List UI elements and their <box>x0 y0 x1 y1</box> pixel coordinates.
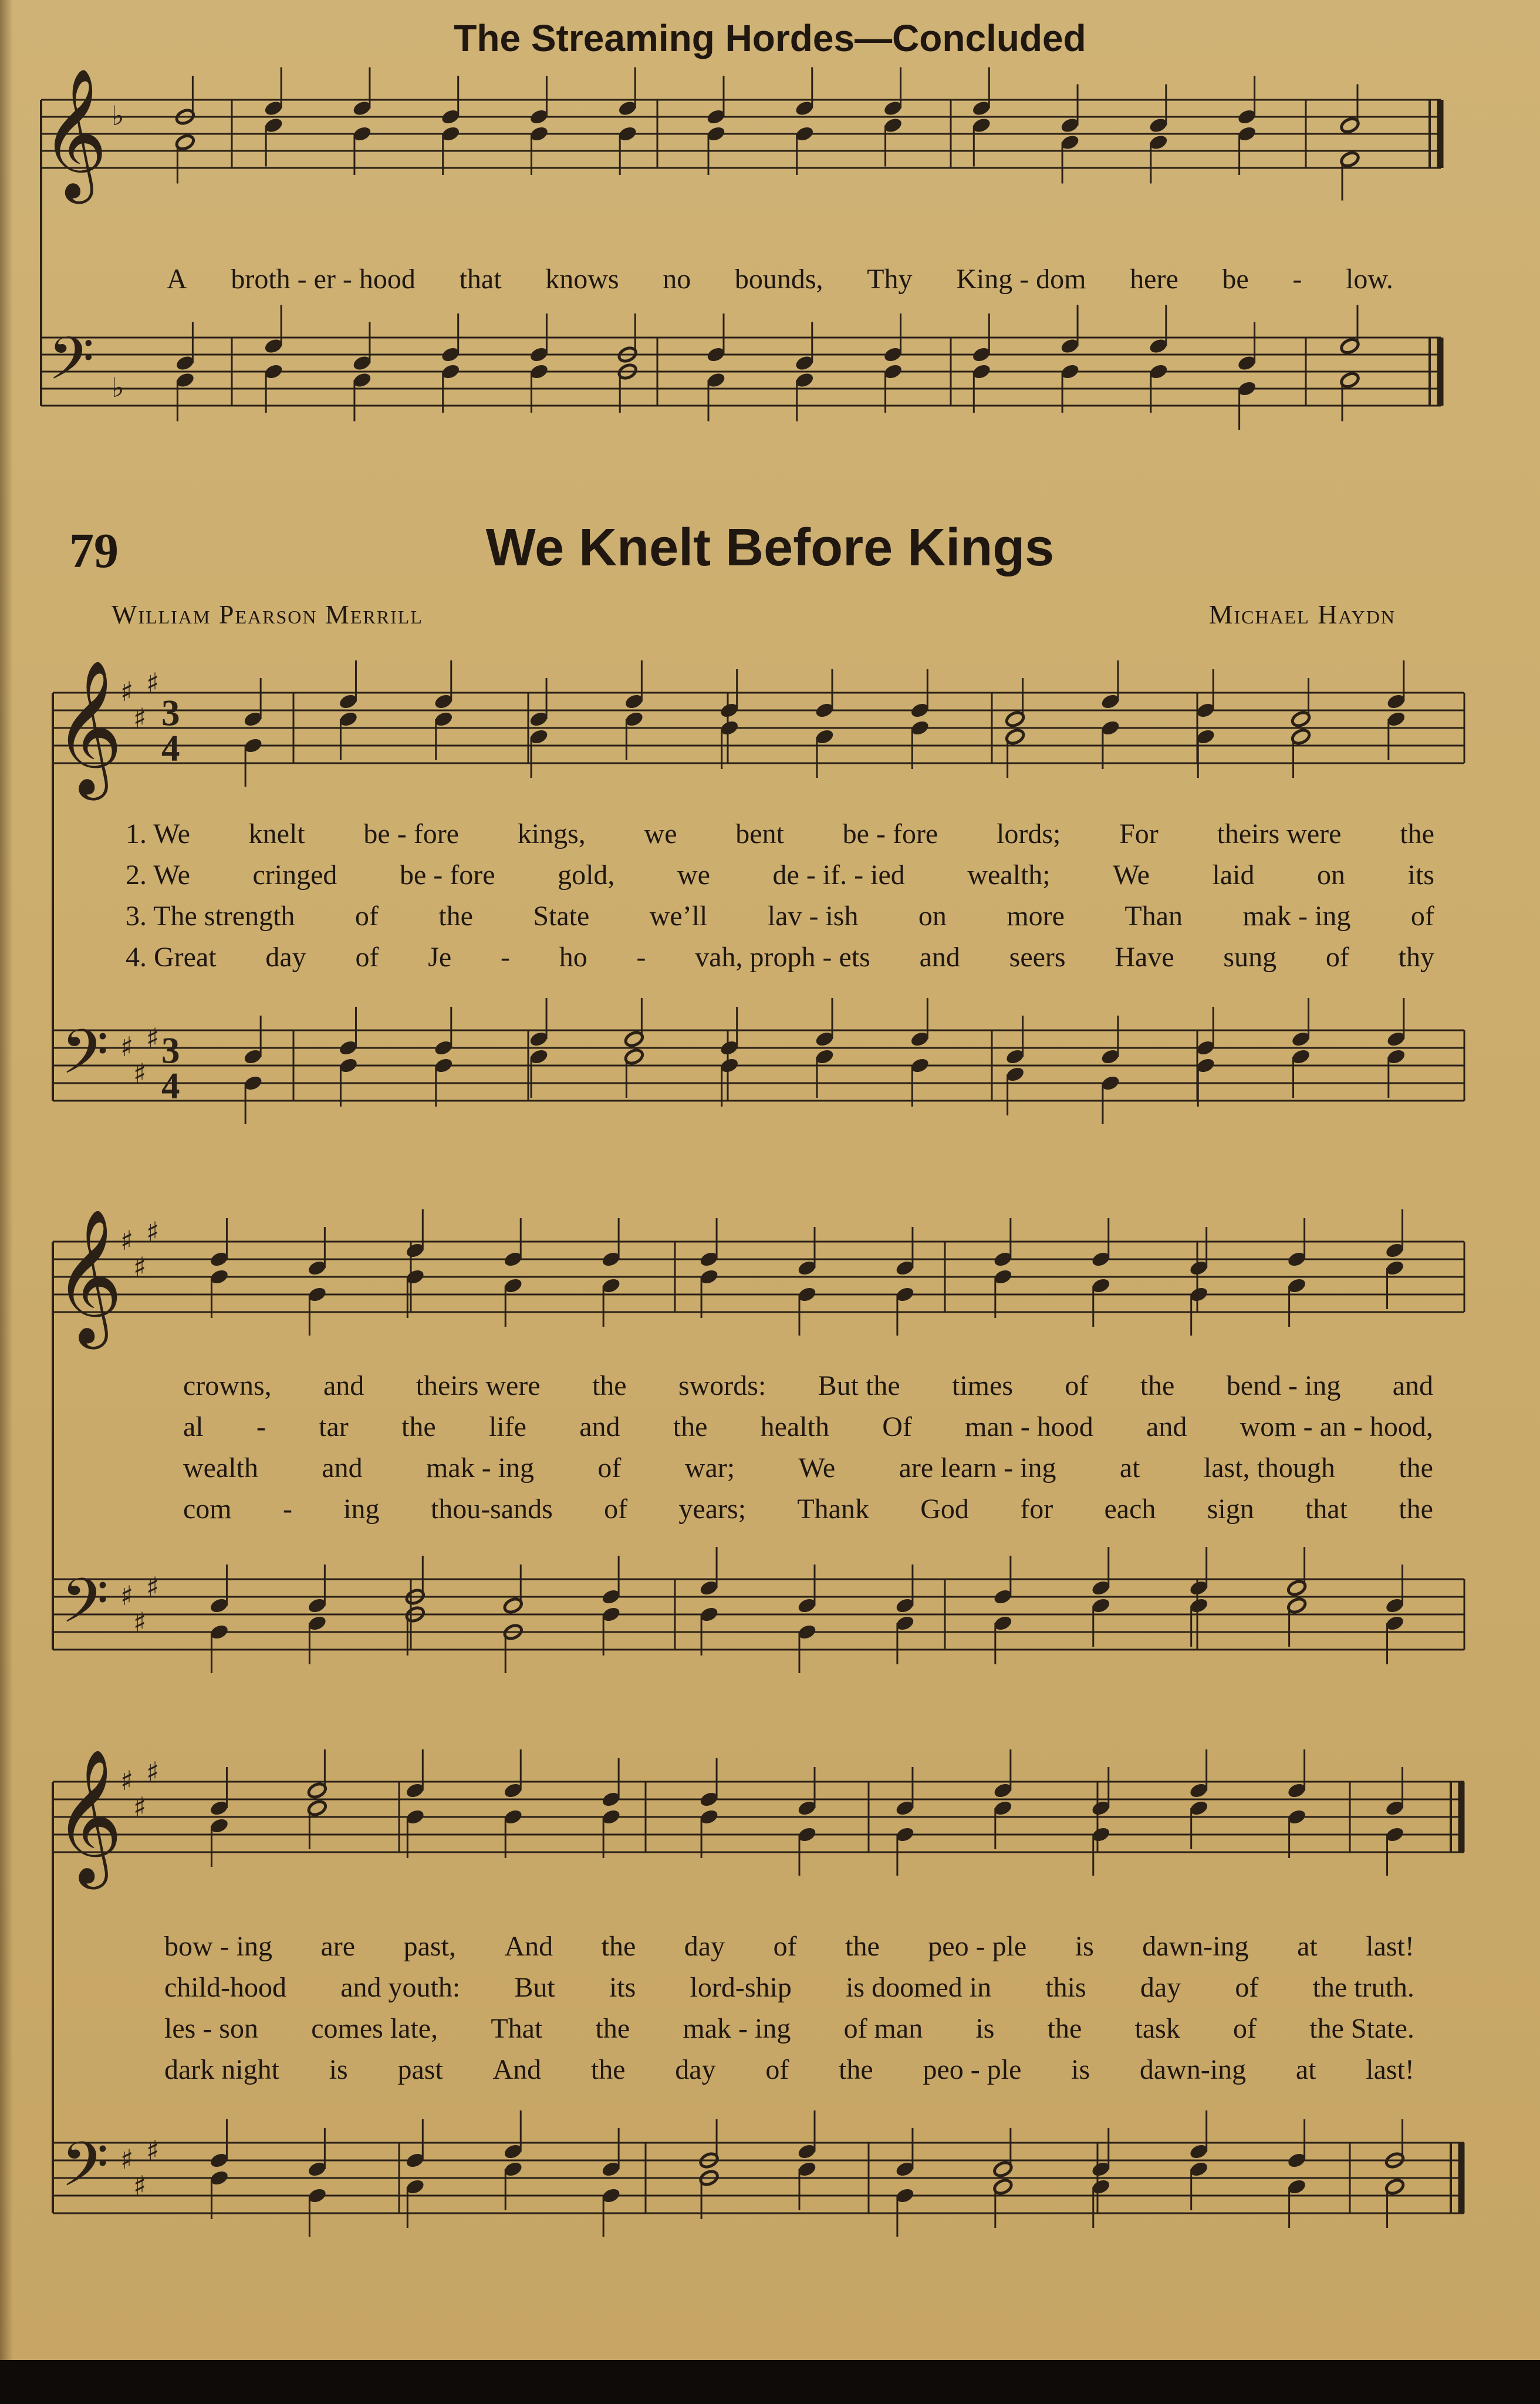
verse-2-line <box>164 1974 1414 2002</box>
bass-clef-icon: 𝄢 <box>61 1565 109 1651</box>
verse-2-line <box>126 861 1434 889</box>
sharp-icon: ♯ <box>146 1022 160 1054</box>
hymn-title: We Knelt Before Kings <box>485 518 1055 577</box>
lyric-syllable: last! <box>1366 2054 1414 2085</box>
lyric-syllable: dawn-ing <box>1142 1931 1249 1962</box>
composer-credit: Michael Haydn <box>1208 599 1396 629</box>
lyric-syllable: life <box>488 1411 526 1442</box>
lyric-syllable: King - dom <box>956 264 1086 295</box>
lyric-syllable: les - son <box>164 2013 258 2044</box>
sharp-icon: ♯ <box>133 1057 147 1089</box>
lyric-syllable: be <box>1222 264 1249 295</box>
lyric-syllable: - <box>282 1493 292 1525</box>
lyric-syllable: is doomed in <box>846 1972 992 2003</box>
verse-1-line <box>126 820 1434 848</box>
lyric-syllable: wom - an - hood, <box>1240 1411 1433 1442</box>
verse-4-line <box>164 2056 1414 2084</box>
lyric-syllable: be - fore <box>363 818 459 849</box>
lyric-syllable: and youth: <box>340 1972 461 2003</box>
lyric-syllable: lords; <box>997 818 1061 849</box>
lyric-syllable: That <box>491 2013 543 2044</box>
lyric-syllable: health <box>760 1411 829 1442</box>
lyric-syllable: al <box>183 1411 204 1442</box>
verse-1-line <box>183 1372 1433 1400</box>
lyric-syllable: bounds, <box>734 264 823 295</box>
verse-3-line <box>183 1454 1433 1482</box>
lyric-syllable: here <box>1130 264 1178 295</box>
verse-4-line <box>126 943 1434 972</box>
lyric-syllable: dark night <box>164 2054 279 2085</box>
lyric-syllable: last, though <box>1203 1452 1335 1483</box>
lyric-syllable: each <box>1104 1493 1156 1525</box>
lyric-syllable: thou-sands <box>430 1493 553 1525</box>
lyric-syllable: the <box>1140 1370 1175 1401</box>
lyric-syllable: the <box>839 2054 873 2085</box>
time-signature: 3 <box>161 692 180 734</box>
lyric-syllable: man - hood <box>965 1411 1093 1442</box>
lyric-syllable: Je <box>428 942 452 973</box>
sharp-icon: ♯ <box>146 1571 160 1603</box>
continuation-lyric-line <box>167 265 1393 294</box>
lyric-syllable: low. <box>1346 264 1393 295</box>
lyric-syllable: de - if. - ied <box>772 859 905 891</box>
lyric-syllable: the <box>401 1411 436 1442</box>
lyric-syllable: war; <box>684 1452 735 1483</box>
sharp-icon: ♯ <box>146 2135 160 2166</box>
flat-icon: ♭ <box>112 100 124 132</box>
verse-3-line <box>126 902 1434 930</box>
lyric-syllable: day <box>1140 1972 1181 2003</box>
lyric-syllable: And <box>492 2054 542 2085</box>
lyric-syllable: is <box>1075 1931 1094 1962</box>
lyric-syllable: peo - ple <box>928 1931 1027 1962</box>
lyric-syllable: child-hood <box>164 1972 286 2003</box>
lyric-syllable: God <box>920 1493 969 1525</box>
lyric-syllable: - <box>500 942 510 973</box>
lyric-syllable: times <box>952 1370 1013 1401</box>
lyric-syllable: Of <box>882 1411 912 1442</box>
lyric-syllable: the truth. <box>1312 1972 1414 2003</box>
lyric-syllable: is <box>975 2013 995 2044</box>
lyric-syllable: ing <box>343 1493 380 1525</box>
lyric-syllable: and <box>579 1411 620 1442</box>
lyric-syllable: the <box>1400 818 1434 849</box>
treble-clef-icon: 𝄞 <box>54 1208 123 1343</box>
lyric-syllable: the <box>595 2013 630 2044</box>
verse-3-line <box>164 2015 1414 2043</box>
lyric-syllable: of <box>765 2054 789 2085</box>
lyric-syllable: the <box>1399 1493 1433 1525</box>
lyric-syllable: the <box>1399 1452 1433 1483</box>
lyric-syllable: bow - ing <box>164 1931 272 1962</box>
lyric-syllable: 1. We <box>126 818 190 849</box>
lyric-syllable: be - fore <box>399 859 495 891</box>
lyric-syllable: knows <box>545 264 619 295</box>
time-signature: 3 <box>161 1030 180 1071</box>
lyric-syllable: we’ll <box>649 901 708 932</box>
lyric-syllable: more <box>1007 901 1065 932</box>
lyric-syllable: We <box>1113 859 1150 891</box>
lyric-syllable: for <box>1020 1493 1053 1525</box>
treble-clef-icon: 𝄞 <box>54 1748 123 1883</box>
lyric-syllable: we <box>644 818 677 849</box>
lyric-syllable: past <box>397 2054 443 2085</box>
lyric-syllable: But <box>514 1972 555 2003</box>
flat-icon: ♭ <box>112 372 124 403</box>
lyric-syllable: mak - ing <box>426 1452 535 1483</box>
lyric-syllable: years; <box>678 1493 747 1525</box>
lyric-syllable: at <box>1119 1452 1140 1483</box>
lyric-syllable: the <box>438 901 473 932</box>
sharp-icon: ♯ <box>146 667 160 699</box>
lyric-syllable: on <box>918 901 947 932</box>
lyric-syllable: 4. Great <box>126 942 217 973</box>
lyric-syllable: theirs were <box>1217 818 1342 849</box>
bass-clef-icon: 𝄢 <box>48 323 94 407</box>
lyric-syllable: knelt <box>248 818 305 849</box>
lyric-syllable: and <box>322 1452 363 1483</box>
sharp-icon: ♯ <box>120 2143 134 2175</box>
lyric-syllable: cringed <box>252 859 337 891</box>
sharp-icon: ♯ <box>120 1580 134 1611</box>
lyric-syllable: Than <box>1124 901 1183 932</box>
lyric-syllable: tar <box>319 1411 349 1442</box>
lyric-syllable: bent <box>735 818 784 849</box>
lyric-syllable: lav - ish <box>767 901 859 932</box>
lyric-syllable: task <box>1134 2013 1180 2044</box>
lyric-syllable: crowns, <box>183 1370 272 1401</box>
lyric-syllable: are learn - ing <box>899 1452 1056 1483</box>
lyric-syllable: thy <box>1398 942 1434 973</box>
sharp-icon: ♯ <box>120 676 134 707</box>
sharp-icon: ♯ <box>133 2170 147 2201</box>
sharp-icon: ♯ <box>146 1756 160 1788</box>
lyric-syllable: of <box>1233 2013 1257 2044</box>
lyric-syllable: 2. We <box>126 859 190 891</box>
lyric-syllable: sign <box>1207 1493 1254 1525</box>
lyric-syllable: swords: <box>678 1370 766 1401</box>
lyric-syllable: that <box>459 264 502 295</box>
lyric-syllable: on <box>1317 859 1346 891</box>
verse-4-line <box>183 1495 1433 1523</box>
lyric-syllable: lord-ship <box>690 1972 792 2003</box>
lyric-syllable: of <box>354 901 379 932</box>
lyric-syllable: Thank <box>797 1493 869 1525</box>
lyric-syllable: the <box>592 1370 627 1401</box>
author-credit: William Pearson Merrill <box>112 599 423 629</box>
lyric-syllable: day <box>684 1931 725 1962</box>
time-signature: 4 <box>161 727 180 769</box>
lyric-syllable: wealth <box>183 1452 258 1483</box>
lyric-syllable: of <box>1065 1370 1089 1401</box>
lyric-syllable: the <box>845 1931 880 1962</box>
sharp-icon: ♯ <box>133 1791 147 1823</box>
lyric-syllable: - <box>636 942 646 973</box>
verse-1-line <box>164 1933 1414 1961</box>
lyric-syllable: of <box>1325 942 1349 973</box>
lyric-syllable: past, <box>403 1931 456 1962</box>
continuation-title: The Streaming Hordes—Concluded <box>454 17 1086 59</box>
time-signature: 4 <box>161 1065 180 1107</box>
lyric-syllable: the State. <box>1309 2013 1414 2044</box>
lyric-syllable: are <box>320 1931 356 1962</box>
lyric-syllable: its <box>609 1972 636 2003</box>
lyric-syllable: - <box>256 1411 266 1442</box>
lyric-syllable: ho <box>559 942 587 973</box>
lyric-syllable: wealth; <box>967 859 1051 891</box>
lyric-syllable: mak - ing <box>683 2013 791 2044</box>
sharp-icon: ♯ <box>133 1251 147 1283</box>
lyric-syllable: of <box>1410 901 1434 932</box>
lyric-syllable: laid <box>1212 859 1255 891</box>
lyric-syllable: Have <box>1115 942 1174 973</box>
lyric-syllable: And <box>504 1931 553 1962</box>
lyric-syllable: dawn-ing <box>1139 2054 1247 2085</box>
lyric-syllable: this <box>1045 1972 1086 2003</box>
lyric-syllable: is <box>329 2054 348 2085</box>
lyric-syllable: But the <box>818 1370 900 1401</box>
lyric-syllable: we <box>677 859 710 891</box>
lyric-syllable: broth - er - hood <box>231 264 416 295</box>
hymn-number: 79 <box>69 524 119 578</box>
lyric-syllable: Thy <box>867 264 913 295</box>
lyric-syllable: comes late, <box>311 2013 438 2044</box>
lyric-syllable: State <box>533 901 590 932</box>
sharp-icon: ♯ <box>133 1606 147 1638</box>
lyric-syllable: and <box>323 1370 364 1401</box>
bass-clef-icon: 𝄢 <box>61 1016 109 1102</box>
lyric-syllable: kings, <box>517 818 586 849</box>
lyric-syllable: of <box>773 1931 797 1962</box>
lyric-syllable: A <box>167 264 187 295</box>
lyric-syllable: of <box>604 1493 628 1525</box>
lyric-syllable: the <box>1047 2013 1082 2044</box>
lyric-syllable: mak - ing <box>1242 901 1351 932</box>
lyric-syllable: the <box>601 1931 636 1962</box>
lyric-syllable: of man <box>843 2013 923 2044</box>
lyric-syllable: that <box>1305 1493 1348 1525</box>
sharp-icon: ♯ <box>120 1765 134 1796</box>
lyric-syllable: sung <box>1223 942 1277 973</box>
lyric-syllable: and <box>1146 1411 1187 1442</box>
lyric-syllable: its <box>1407 859 1434 891</box>
lyric-syllable: com <box>183 1493 232 1525</box>
lyric-syllable: vah, proph - ets <box>695 942 870 973</box>
lyric-syllable: and <box>1392 1370 1433 1401</box>
sharp-icon: ♯ <box>120 1225 134 1256</box>
sharp-icon: ♯ <box>146 1216 160 1247</box>
sharp-icon: ♯ <box>120 1031 134 1063</box>
lyric-syllable: - <box>1292 264 1302 295</box>
lyric-syllable: of <box>597 1452 622 1483</box>
lyric-syllable: of <box>1235 1972 1259 2003</box>
lyric-syllable: peo - ple <box>923 2054 1022 2085</box>
lyric-syllable: at <box>1295 2054 1316 2085</box>
lyric-syllable: 3. The strength <box>126 901 295 932</box>
lyric-syllable: be - fore <box>842 818 938 849</box>
lyric-syllable: last! <box>1366 1931 1414 1962</box>
lyric-syllable: the <box>673 1411 708 1442</box>
lyric-syllable: no <box>663 264 691 295</box>
bass-clef-icon: 𝄢 <box>61 2129 109 2215</box>
lyric-syllable: We <box>798 1452 836 1483</box>
lyric-syllable: For <box>1119 818 1159 849</box>
lyric-syllable: seers <box>1009 942 1066 973</box>
lyric-syllable: at <box>1297 1931 1318 1962</box>
lyric-syllable: day <box>675 2054 716 2085</box>
lyric-syllable: day <box>265 942 306 973</box>
lyric-syllable: bend - ing <box>1226 1370 1341 1401</box>
treble-clef-icon: 𝄞 <box>54 659 123 794</box>
lyric-syllable: is <box>1071 2054 1090 2085</box>
lyric-syllable: and <box>919 942 960 973</box>
lyric-syllable: the <box>590 2054 626 2085</box>
sharp-icon: ♯ <box>133 702 147 734</box>
lyric-syllable: theirs were <box>416 1370 541 1401</box>
lyric-syllable: of <box>355 942 379 973</box>
verse-2-line <box>183 1413 1433 1441</box>
treble-clef-icon: 𝄞 <box>41 67 108 198</box>
lyric-syllable: gold, <box>558 859 615 891</box>
